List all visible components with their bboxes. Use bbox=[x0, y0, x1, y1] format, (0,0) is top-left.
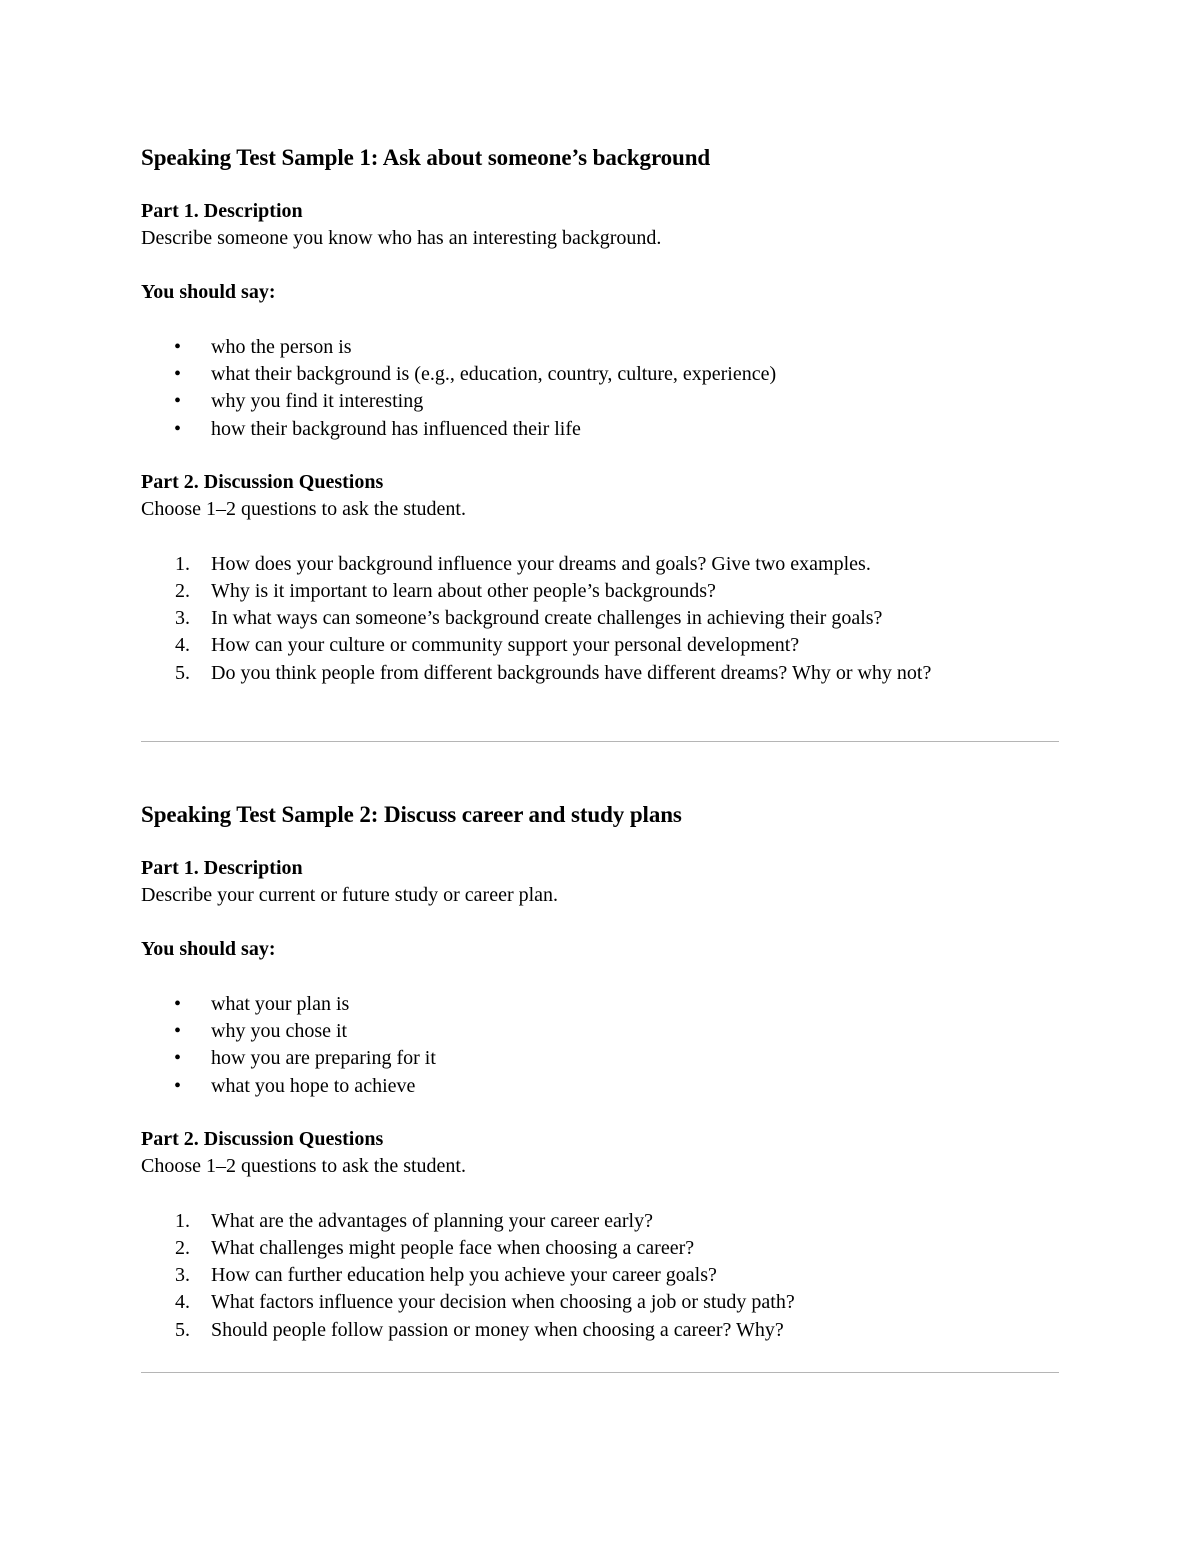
part2-text: Choose 1–2 questions to ask the student. bbox=[141, 1154, 466, 1177]
question-text: Should people follow passion or money when choosing a career? Why? bbox=[211, 1318, 784, 1341]
part1-title: Part 1. Description bbox=[141, 857, 303, 879]
question-text: What challenges might people face when choosing a career? bbox=[211, 1237, 695, 1260]
question-number: 3. bbox=[175, 1264, 190, 1287]
list-item bbox=[141, 1018, 1059, 1045]
bullet-icon: • bbox=[174, 1047, 182, 1070]
list-item-text: how their background has influenced their life bbox=[211, 417, 581, 440]
question-text: Why is it important to learn about other people’s backgrounds? bbox=[211, 580, 716, 603]
question-text: What are the advantages of planning your career early? bbox=[211, 1209, 653, 1232]
list-item-text: why you find it interesting bbox=[211, 390, 424, 413]
section-title: Speaking Test Sample 2: Discuss career and study plans bbox=[141, 802, 682, 827]
bullet-icon: • bbox=[174, 363, 182, 386]
question-number: 1. bbox=[175, 552, 190, 575]
question-number: 2. bbox=[175, 1237, 190, 1260]
bullet-icon: • bbox=[174, 993, 182, 1015]
bullet-list bbox=[141, 334, 1059, 443]
horizontal-divider bbox=[141, 741, 1059, 742]
question-item bbox=[141, 605, 1059, 632]
question-text: How does your background influence your dreams and goals? Give two examples. bbox=[211, 552, 871, 575]
question-item bbox=[141, 1235, 1059, 1262]
question-number: 4. bbox=[175, 634, 190, 657]
section-title: Speaking Test Sample 1: Ask about someone’s background bbox=[141, 145, 711, 170]
question-number: 5. bbox=[175, 1318, 190, 1341]
section-sample-2 bbox=[141, 799, 1059, 1344]
list-item bbox=[141, 1073, 1059, 1100]
list-item-text: how you are preparing for it bbox=[211, 1047, 436, 1070]
list-item bbox=[141, 416, 1059, 443]
list-item-text: what you hope to achieve bbox=[211, 1074, 416, 1097]
question-item bbox=[141, 1317, 1059, 1344]
list-item bbox=[141, 334, 1059, 361]
question-item bbox=[141, 632, 1059, 659]
question-number: 3. bbox=[175, 607, 190, 630]
list-item bbox=[141, 991, 1059, 1018]
question-text: How can further education help you achieve your career goals? bbox=[211, 1264, 717, 1287]
question-item bbox=[141, 1289, 1059, 1316]
part1-title: Part 1. Description bbox=[141, 200, 303, 222]
bullet-icon: • bbox=[174, 1074, 182, 1097]
bullet-list bbox=[141, 991, 1059, 1100]
list-item bbox=[141, 361, 1059, 388]
list-item bbox=[141, 1045, 1059, 1072]
question-list bbox=[141, 1208, 1059, 1344]
horizontal-divider bbox=[141, 1372, 1059, 1373]
bullet-icon: • bbox=[174, 336, 182, 358]
list-item-text: who the person is bbox=[211, 336, 352, 358]
part1-text: Describe someone you know who has an interesting background. bbox=[141, 227, 662, 249]
part2-title: Part 2. Discussion Questions bbox=[141, 1127, 384, 1150]
question-item bbox=[141, 1208, 1059, 1235]
list-item bbox=[141, 388, 1059, 415]
question-text: In what ways can someone’s background create challenges in achieving their goals? bbox=[211, 607, 883, 630]
question-list bbox=[141, 551, 1059, 687]
part2-title: Part 2. Discussion Questions bbox=[141, 470, 384, 493]
question-number: 1. bbox=[175, 1209, 190, 1232]
question-number: 2. bbox=[175, 580, 190, 603]
part2-text: Choose 1–2 questions to ask the student. bbox=[141, 497, 466, 520]
should-say-label: You should say: bbox=[141, 281, 276, 303]
question-text: How can your culture or community support your personal development? bbox=[211, 634, 800, 657]
question-item bbox=[141, 551, 1059, 578]
question-item bbox=[141, 578, 1059, 605]
section-sample-1 bbox=[141, 142, 1059, 687]
question-number: 4. bbox=[175, 1291, 190, 1314]
question-number: 5. bbox=[175, 661, 190, 684]
list-item-text: what their background is (e.g., education, country, culture, experience) bbox=[211, 363, 777, 386]
bullet-icon: • bbox=[174, 390, 182, 413]
bullet-icon: • bbox=[174, 1020, 182, 1043]
should-say-label: You should say: bbox=[141, 938, 276, 960]
list-item-text: why you chose it bbox=[211, 1020, 348, 1043]
question-text: What factors influence your decision when choosing a job or study path? bbox=[211, 1291, 795, 1314]
part1-text: Describe your current or future study or career plan. bbox=[141, 884, 559, 906]
bullet-icon: • bbox=[174, 417, 182, 440]
question-item bbox=[141, 660, 1059, 687]
question-item bbox=[141, 1262, 1059, 1289]
list-item-text: what your plan is bbox=[211, 993, 350, 1015]
question-text: Do you think people from different backgrounds have different dreams? Why or why not? bbox=[211, 661, 932, 684]
